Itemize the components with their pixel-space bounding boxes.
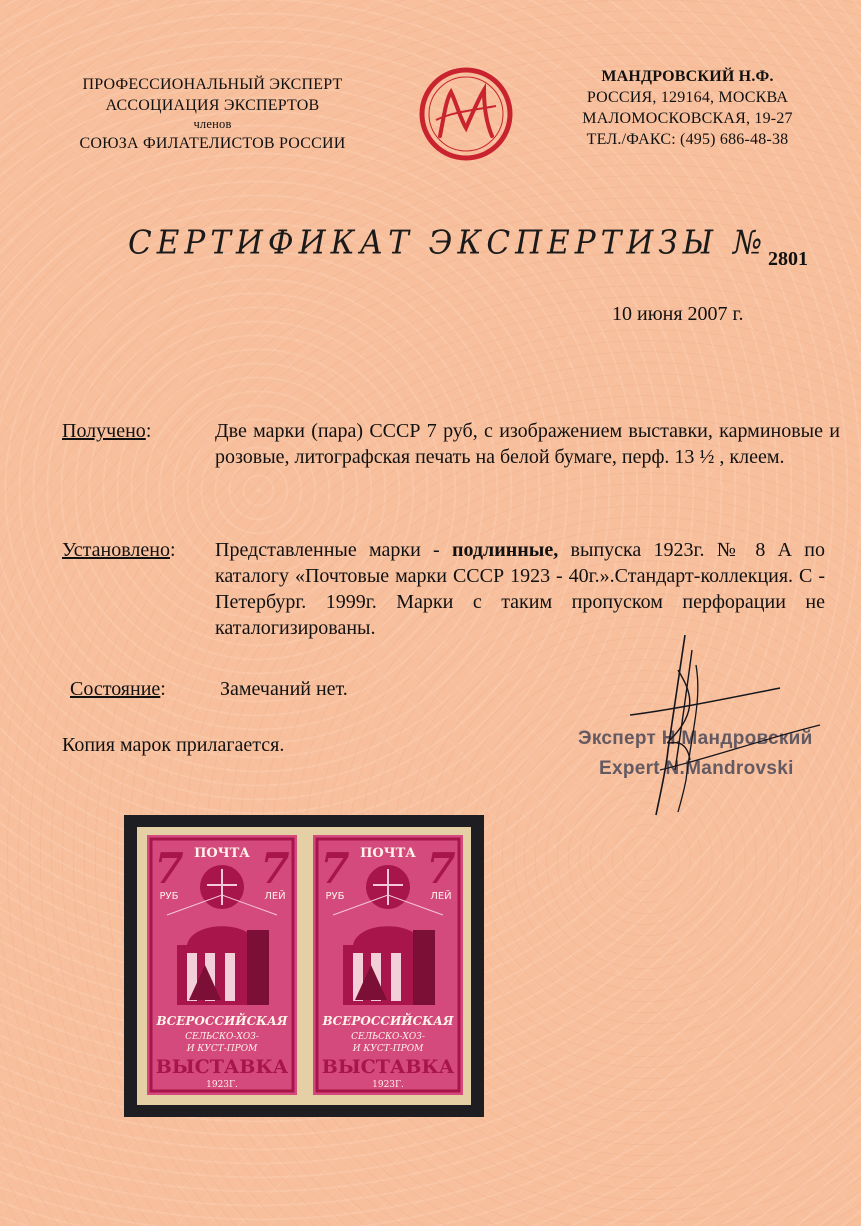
- condition-label: Состояние:: [70, 678, 166, 700]
- certificate-date: 10 июня 2007 г.: [612, 303, 744, 325]
- stamp-year: 1923Г.: [372, 1080, 404, 1090]
- header-left-line-4: СОЮЗА ФИЛАТЕЛИСТОВ РОССИИ: [79, 135, 346, 152]
- stamp-line-3: И КУСТ-ПРОМ: [352, 1044, 424, 1054]
- postage-stamp-left: [147, 835, 297, 1095]
- stamp-unit-left: РУБ: [325, 891, 345, 902]
- stamp-unit-right: ЛЕЙ: [264, 891, 286, 902]
- expert-address-line-2: МАЛОМОСКОВСКАЯ, 19-27: [582, 110, 793, 127]
- established-text: [215, 537, 825, 641]
- condition-text: Замечаний нет.: [220, 678, 348, 700]
- stamp-line-4: ВЫСТАВКА: [321, 1056, 455, 1078]
- established-text-after: выпуска 1923г. № 8 А по каталогу «Почтовые марки СССР 1923 - 40г.».Стандарт-коллекция. С - Петербург. 1999г. Марки с таким пропуском перфорации не каталогизированы.: [215, 539, 825, 639]
- postage-stamp-right: [313, 835, 463, 1095]
- stamp-line-1: ВСЕРОССИЙСКАЯ: [156, 1014, 288, 1028]
- stamp-unit-left: РУБ: [159, 891, 179, 902]
- stamp-top-text: ПОЧТА: [194, 846, 250, 861]
- header-left-line-1: ПРОФЕССИОНАЛЬНЫЙ ЭКСПЕРТ: [82, 76, 343, 93]
- established-text-before: Представленные марки -: [215, 539, 452, 561]
- logo-letter: М: [465, 127, 467, 128]
- stamp-value-left: 7: [320, 844, 350, 893]
- expert-stamp-en: Expert N.Mandrovski: [599, 758, 794, 779]
- copy-note: Копия марок прилагается.: [62, 734, 285, 756]
- certificate-number: 2801: [768, 248, 808, 270]
- received-text: Две марки (пара) СССР 7 руб, с изображением выставки, карминовые и розовые, литографская печать на белой бумаге, перф. 13 ½ , клеем.: [215, 420, 840, 468]
- established-label: Установлено:: [62, 539, 176, 561]
- monogram-logo: [418, 66, 514, 162]
- certificate-title: СЕРТИФИКАТ ЭКСПЕРТИЗЫ №: [128, 224, 768, 262]
- stamp-year: 1923Г.: [206, 1080, 238, 1090]
- stamp-line-2: СЕЛЬСКО-ХОЗ-: [351, 1032, 425, 1042]
- received-label: Получено:: [62, 420, 152, 442]
- header-left-line-2: АССОЦИАЦИЯ ЭКСПЕРТОВ: [105, 97, 320, 114]
- expert-stamp-ru: Эксперт Н.Мандровский: [578, 728, 813, 749]
- stamp-unit-right: ЛЕЙ: [430, 891, 452, 902]
- header-expert-contact: [545, 66, 830, 150]
- stamp-value-left: 7: [154, 844, 184, 893]
- stamp-value-right: 7: [260, 844, 290, 893]
- stamp-line-3: И КУСТ-ПРОМ: [186, 1044, 258, 1054]
- established-verdict: подлинные,: [451, 539, 559, 561]
- header-left-line-3: членов: [193, 117, 232, 131]
- stamp-top-text: ПОЧТА: [360, 846, 416, 861]
- stamp-line-4: ВЫСТАВКА: [155, 1056, 289, 1078]
- header-association: [45, 74, 380, 154]
- expert-name: МАНДРОВСКИЙ Н.Ф.: [601, 68, 774, 85]
- stamp-pair-photo: [124, 815, 484, 1117]
- signature: [630, 630, 830, 820]
- stamp-pair-background: [137, 827, 471, 1105]
- expert-address-line-1: РОССИЯ, 129164, МОСКВА: [586, 89, 789, 106]
- stamp-line-2: СЕЛЬСКО-ХОЗ-: [185, 1032, 259, 1042]
- stamp-value-right: 7: [426, 844, 456, 893]
- expert-phone: ТЕЛ./ФАКС: (495) 686-48-38: [586, 131, 789, 148]
- stamp-line-1: ВСЕРОССИЙСКАЯ: [322, 1014, 454, 1028]
